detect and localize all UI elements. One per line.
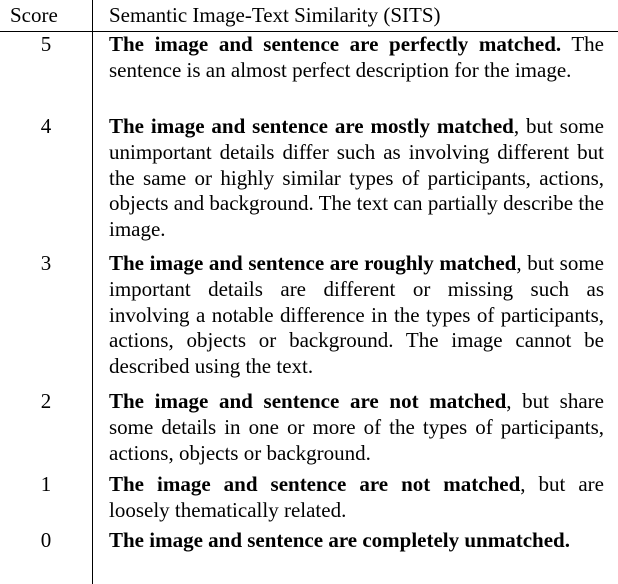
rest-text: , but share some details in one or more of the types of participants, actions, objects or background. [109,389,604,465]
score-cell-2: 2 [40,389,52,413]
column-divider [92,0,93,584]
lead-text: The image and sentence are perfectly matched. [109,32,562,56]
rest-text: , but some important details are different or missing such as involving a notable difference in the types of participants, actions, objects or background. The image cannot be described using the text. [109,251,604,379]
score-cell-5: 5 [40,32,52,56]
rest-text: The sentence is an almost perfect description for the image. [109,32,604,82]
score-cell-3: 3 [40,251,52,275]
lead-text: The image and sentence are not matched [109,472,521,496]
rest-text: , but are loosely thematically related. [109,472,604,522]
desc-cell-1 [109,472,604,524]
score-cell-1: 1 [40,472,52,496]
lead-text: The image and sentence are not matched [109,389,507,413]
score-cell-0: 0 [40,528,52,552]
header-score: Score [10,3,58,27]
desc-cell-0 [109,528,604,554]
desc-cell-5 [109,32,604,84]
lead-text: The image and sentence are mostly matched [109,114,514,138]
score-cell-4: 4 [40,114,52,138]
desc-cell-4 [109,114,604,243]
rest-text: , but some unimportant details differ such as involving different but the same or highly similar types of participants, actions, objects and background. The text can partially describe the image. [109,114,604,242]
desc-cell-2 [109,389,604,466]
lead-text: The image and sentence are completely unmatched. [109,528,570,552]
lead-text: The image and sentence are roughly matched [109,251,517,275]
header-sits: Semantic Image-Text Similarity (SITS) [109,3,441,27]
desc-cell-3 [109,251,604,380]
